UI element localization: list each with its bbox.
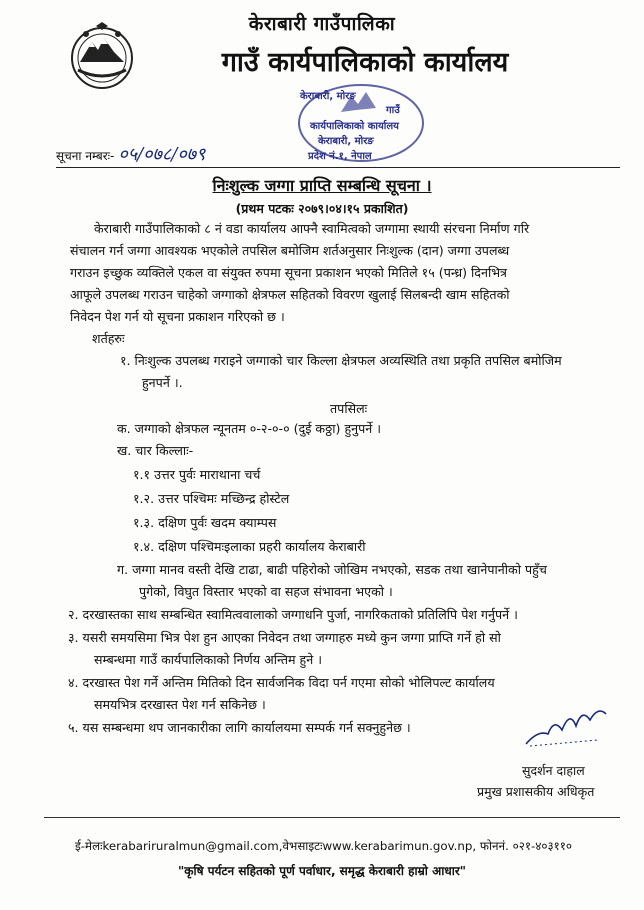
intro-line: संचालन गर्न जग्गा आवश्यक भएकोले तपसिल बमोजिम शर्तअनुसार निःशुल्क (दान) जग्गा उपलब्ध [70,243,510,258]
condition-1-line: १. निःशुल्क उपलब्ध गराइने जग्गाको चार किल्ला क्षेत्रफल अव्यस्थिति तथा प्रकृति तपसिल बमोजिम [120,353,562,368]
notice-subtitle: (प्रथम पटकः २०७९।०४।१५ प्रकाशित) [235,201,409,216]
footer-contact: ई-मेलःkerabariruralmun@gmail.com,वेभसाइटःwww.kerabarimun.gov.np, फोननं. ०२१-४०३११० [75,839,573,853]
conditions-label: शर्तहरुः [92,331,125,346]
stamp-line-5: प्रदेश नं.१, नेपाल [308,151,372,162]
condition-ga-line: पुगेको, विघुत विस्तार भएको वा सहज संभावना भएको । [139,584,393,599]
notice-title: निःशुल्क जग्गा प्राप्ति सम्बन्धि सूचना । [212,176,432,195]
stamp-line-1: केराबारी, मोरङ [300,91,356,102]
condition-4-line: ४. दरखास्त पेश गर्ने अन्तिम मितिको दिन सार्वजनिक विदा पर्न गएमा सोको भोलिपल्ट कार्यालय [68,675,495,690]
intro-line: निवेदन पेश गर्न यो सूचना प्रकाशन गरिएको छ । [70,309,285,324]
condition-2: २. दरखास्तका साथ सम्बन्धित स्वामित्ववालाको जग्गाधनि पुर्जा, नागरिकताको प्रतिलिपि पेश गर्नुपर्ने । [68,607,518,622]
condition-3-line: ३. यसरी समयसिमा भित्र पेश हुन आएका निवेदन तथा जग्गाहरु मध्ये कुन जग्गा प्राप्ति गर्ने हो सो [68,630,501,645]
boundary-item: १.३. दक्षिण पुर्वः खदम क्याम्पस [133,515,277,530]
tapasil-label: तपसिलः [330,401,368,416]
stamp-line-2: गाउँ [386,105,400,116]
stamp-line-4: केराबारी, मोरङ [318,136,374,147]
condition-1-line: हुनपर्ने ।. [142,375,183,390]
condition-4-line: समयभित्र दरखास्त पेश गर्न सकिनेछ । [94,697,266,712]
boundary-item: १.२. उत्तर पश्चिमः मच्छिन्द्र होस्टेल [133,491,290,506]
condition-5: ५. यस सम्बन्धमा थप जानकारीका लागि कार्यालयमा सम्पर्क गर्न सक्नुहुनेछ । [68,720,411,735]
footer-slogan: "कृषि पर्यटन सहितको पूर्ण पर्वाधार, समृद्ध केराबारी हाम्रो आधार" [178,864,466,878]
intro-line: गराउन इच्छुक व्यक्तिले एकल वा संयुक्त रुपमा सूचना प्रकाशन भएको मितिले १५ (पन्ध्र) दिनभित्र [70,265,508,280]
stamp-line-3: कार्यपालिकाको कार्यालय [310,121,399,132]
intro-line: आफूले उपलब्ध गराउन चाहेको जग्गाको क्षेत्रफल सहितको विवरण खुलाई सिलबन्दी खाम सहितको [70,287,510,302]
notice-number-value: ०५/०७८/०७९ [118,144,206,165]
footer-divider [44,817,620,818]
header-divider [56,167,620,168]
intro-line: केराबारी गाउँपालिकाको ८ नं वडा कार्यालय आफ्नै स्वामित्वको जग्गामा स्थायी संरचना निर्माण गरि [94,221,530,236]
boundary-label: ख. चार किल्लाः- [117,443,194,458]
boundary-item: १.४. दक्षिण पश्चिमःइलाका प्रहरी कार्यालय केराबारी [133,539,366,554]
notice-number [56,142,205,166]
office-name: गाउँ कार्यपालिकाको कार्यालय [221,47,509,78]
signatory-name: सुदर्शन दाहाल [522,763,585,778]
condition-3-line: सम्बन्धमा गाउँ कार्यपालिकाको निर्णय अन्तिम हुने । [94,652,322,667]
signature-icon [518,700,614,750]
municipality-name: केराबारी गाउँपालिका [248,13,396,35]
area-requirement: क. जग्गाको क्षेत्रफल न्यूनतम ०-२-०-० (दुई कठ्ठा) हुनुपर्ने । [117,421,382,436]
signatory-title: प्रमुख प्रशासकीय अधिकृत [477,784,595,799]
condition-ga-line: ग. जग्गा मानव वस्ती देखि टाढा, बाढी पहिरोको जोखिम नभएको, सडक तथा खानेपानीको पहुँच [117,562,547,577]
boundary-item: १.१ उत्तर पुर्वः माराथाना चर्च [133,467,261,482]
notice-number-label: सूचना नम्बरः- [56,149,115,163]
